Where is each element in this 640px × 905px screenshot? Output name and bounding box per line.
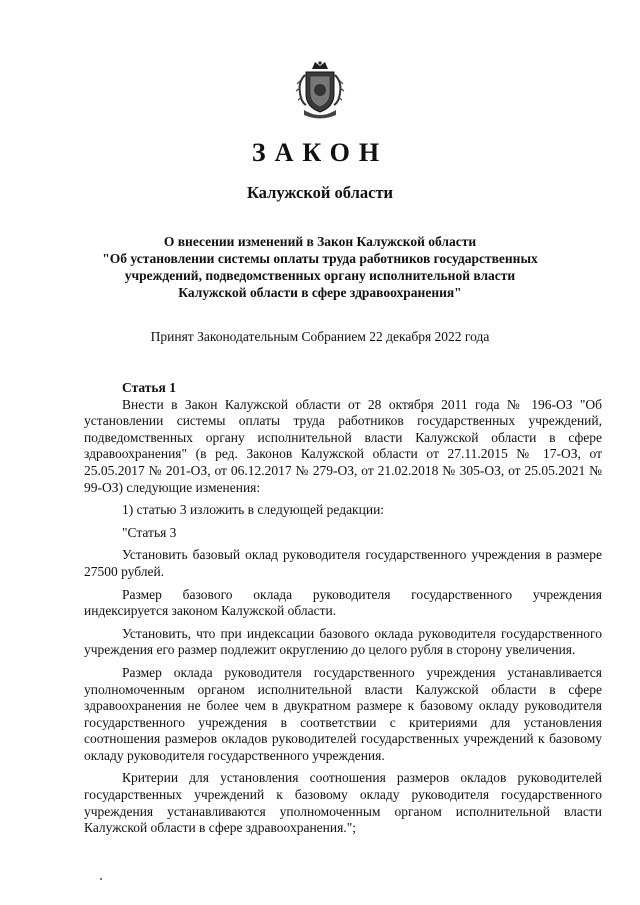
article-paragraph: Установить базовый оклад руководителя государственного учреждения в размере 27500 рублей. (84, 547, 602, 579)
scan-mark (100, 878, 102, 880)
article-paragraph: Размер базового оклада руководителя государственного учреждения индексируется законом Калужской области. (84, 586, 602, 619)
quoted-article-heading: "Статья 3 (122, 524, 177, 540)
article-paragraph: Установить, что при индексации базового оклада руководителя государственного учреждения его размер подлежит округлению до целого рубля в сторону увеличения. (84, 625, 602, 658)
article-paragraph: Размер оклада руководителя государственного учреждения устанавливается уполномоченным органом исполнительной власти Калужской области в сфере здравоохранения не более чем в двукратном размере к базовому окладу руководителя государственного учреждения в соответствии с критериями для установления соотношения размеров окладов руководителей государственных учреждений к базовому окладу руководителя государственного учреждения. (84, 664, 602, 763)
amendment-item: 1) статью 3 изложить в следующей редакции: (122, 502, 385, 518)
law-name-line: О внесении изменений в Закон Калужской области (163, 234, 477, 249)
law-name (90, 233, 550, 301)
law-name-line: учреждений, подведомственных органу исполнительной власти (124, 268, 516, 283)
article-body (84, 380, 602, 837)
document-title: ЗАКОН (251, 138, 389, 167)
article-heading: Статья 1 (122, 380, 176, 395)
article-intro: Внести в Закон Калужской области от 28 октября 2011 года № 196-ОЗ "Об установлении системы оплаты труда работников государственных учреждений, подведомственных органу исполнительной власти Калужской области в сфере здравоохранения" (в ред. Законов Калужской области от 27.11.2015 № 17-ОЗ, от 25.05.2017 № 201-ОЗ, от 06.12.2017 № 279-ОЗ, от 21.02.2018 № 305-ОЗ, от 25.05.2021 № 99-ОЗ) следующие изменения: (84, 396, 602, 495)
law-name-line: "Об установлении системы оплаты труда работников государственных (102, 251, 538, 266)
article-paragraph: Критерии для установления соотношения размеров окладов руководителей государственных учреждений к базовому окладу руководителя государственного учреждения устанавливаются уполномоченным органом исполнительной власти Калужской области в сфере здравоохранения."; (84, 770, 602, 836)
document-subtitle: Калужской области (246, 183, 394, 202)
law-name-line: Калужской области в сфере здравоохранения" (178, 285, 462, 300)
adoption-date: Принят Законодательным Собранием 22 декабря 2022 года (150, 329, 490, 344)
coat-of-arms-icon (295, 60, 345, 122)
